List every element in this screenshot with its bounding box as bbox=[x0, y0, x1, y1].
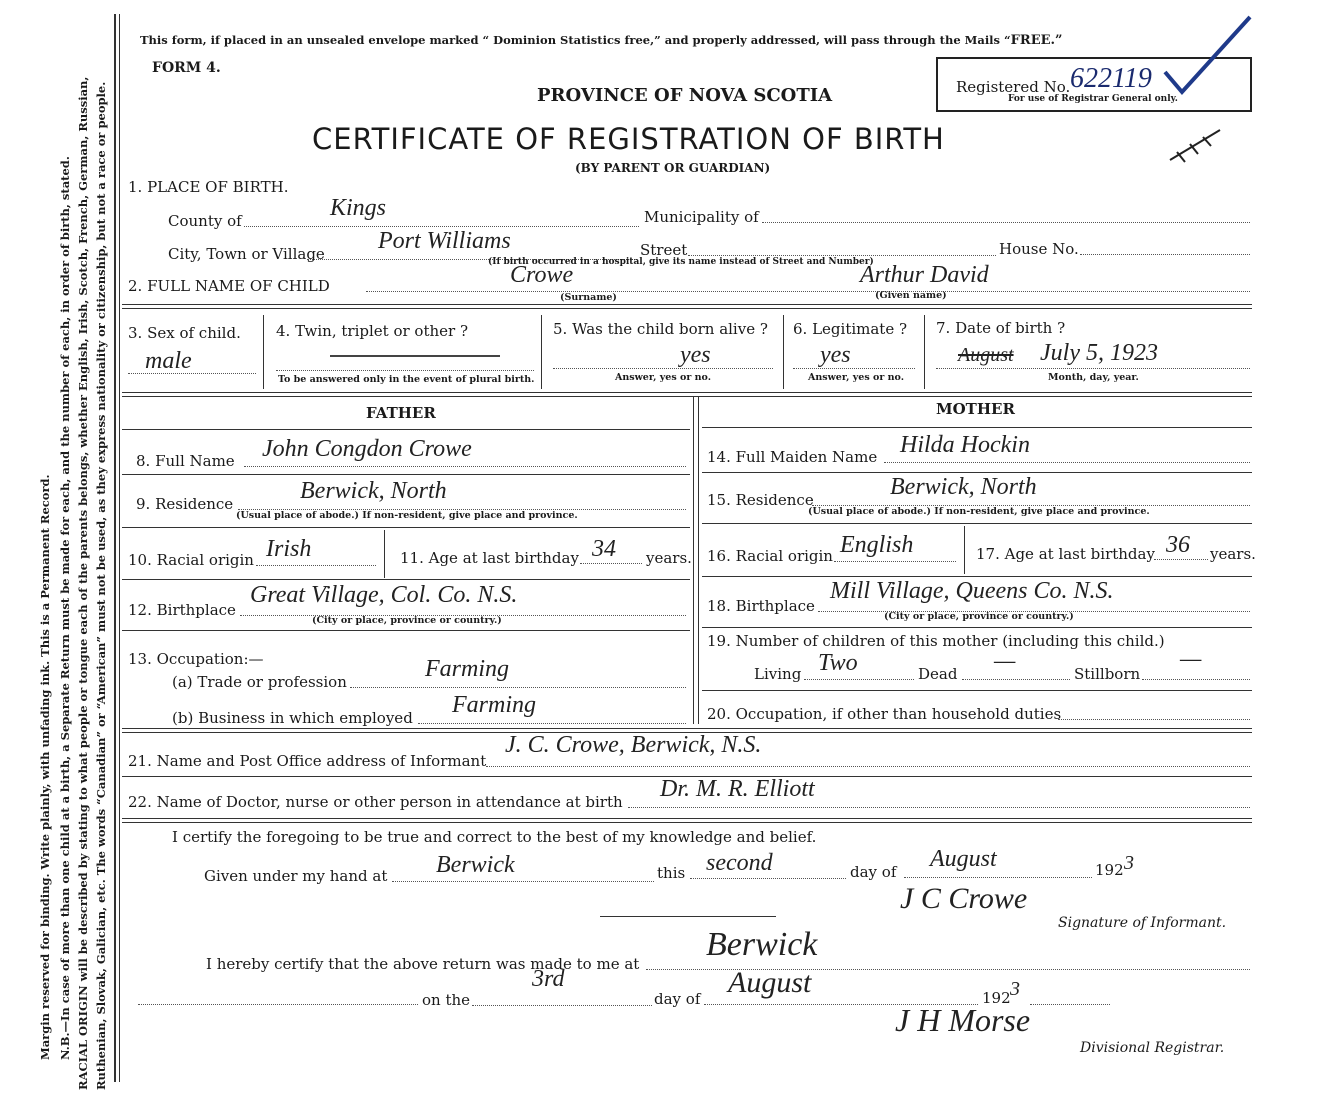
mother-racial-value: English bbox=[840, 532, 914, 558]
on-leadin-line bbox=[138, 1004, 418, 1005]
this-label: this bbox=[657, 864, 686, 882]
on-value: 3rd bbox=[532, 966, 565, 992]
father-residence-label: 9. Residence bbox=[136, 495, 234, 513]
mail-free: FREE.” bbox=[1010, 33, 1063, 48]
col-divider bbox=[541, 315, 542, 389]
dead-line bbox=[962, 679, 1070, 680]
father-residence-caption: (Usual place of abode.) If non-resident, give place and province. bbox=[236, 510, 578, 521]
dead-value: — bbox=[994, 648, 1016, 674]
father-birthplace-caption: (City or place, province or country.) bbox=[312, 615, 502, 626]
margin-note-racial-origin: RACIAL ORIGIN will be described by stating to what people or tongue each of the parents belongs, whether English, Irish, Scotch, French, German, Russian, bbox=[76, 76, 90, 1090]
divider bbox=[702, 427, 1252, 428]
place-heading: 1. PLACE OF BIRTH. bbox=[128, 178, 289, 196]
col-divider bbox=[384, 530, 385, 578]
mother-racial-label: 16. Racial origin bbox=[707, 547, 833, 565]
informant-value: J. C. Crowe, Berwick, N.S. bbox=[505, 732, 762, 758]
month2-value: August bbox=[728, 966, 812, 999]
signature-rule bbox=[600, 916, 776, 917]
legitimate-caption: Answer, yes or no. bbox=[808, 372, 905, 383]
divider bbox=[122, 304, 1252, 309]
on-line bbox=[472, 1005, 652, 1006]
legitimate-value: yes bbox=[820, 342, 851, 368]
year-prefix: 192 bbox=[1095, 861, 1124, 879]
mother-racial-line bbox=[834, 561, 956, 562]
mother-birthplace-value: Mill Village, Queens Co. N.S. bbox=[830, 578, 1114, 604]
col-divider bbox=[783, 315, 784, 389]
divider bbox=[122, 474, 690, 475]
dob-value: July 5, 1923 bbox=[1040, 340, 1158, 366]
hereby-place-value: Berwick bbox=[706, 926, 818, 963]
alive-caption: Answer, yes or no. bbox=[615, 372, 712, 383]
this-line bbox=[690, 878, 846, 879]
given-place-line bbox=[392, 881, 654, 882]
street-label: Street bbox=[640, 241, 688, 259]
mother-residence-caption: (Usual place of abode.) If non-resident, give place and province. bbox=[808, 506, 1150, 517]
given-label: Given under my hand at bbox=[204, 867, 388, 885]
twin-label: 4. Twin, triplet or other ? bbox=[276, 322, 468, 340]
given-name-value: Arthur David bbox=[860, 262, 989, 288]
father-occupation-label: 13. Occupation:— bbox=[128, 650, 264, 668]
form-number: FORM 4. bbox=[152, 60, 221, 76]
father-age-value: 34 bbox=[592, 536, 616, 562]
divider bbox=[702, 472, 1252, 473]
father-name-value: John Congdon Crowe bbox=[262, 436, 472, 462]
father-racial-line bbox=[256, 565, 376, 566]
divider bbox=[702, 523, 1252, 524]
year2-line bbox=[1030, 1004, 1110, 1005]
alive-label: 5. Was the child born alive ? bbox=[553, 320, 768, 338]
father-racial-label: 10. Racial origin bbox=[128, 551, 254, 569]
day-of-label: day of bbox=[850, 863, 897, 881]
stillborn-line bbox=[1142, 679, 1250, 680]
mail-note bbox=[140, 33, 1063, 48]
alive-value: yes bbox=[680, 342, 711, 368]
municipality-label: Municipality of bbox=[644, 208, 759, 226]
hospital-note: (If birth occurred in a hospital, give its name instead of Street and Number) bbox=[488, 257, 874, 267]
father-heading: FATHER bbox=[366, 404, 436, 422]
informant-line bbox=[486, 766, 1250, 767]
mother-name-value: Hilda Hockin bbox=[900, 432, 1030, 458]
informant-signature: J C Crowe bbox=[900, 882, 1028, 915]
mother-residence-label: 15. Residence bbox=[707, 491, 814, 509]
street-line bbox=[688, 255, 996, 256]
father-business-label: (b) Business in which employed bbox=[172, 709, 413, 727]
father-racial-value: Irish bbox=[266, 536, 312, 562]
margin-rule bbox=[114, 14, 116, 1082]
county-line bbox=[244, 226, 639, 227]
year2-suffix: 3 bbox=[1010, 978, 1020, 1000]
twin-line bbox=[276, 370, 534, 371]
registrar-note: For use of Registrar General only. bbox=[1008, 94, 1178, 104]
stillborn-label: Stillborn bbox=[1074, 665, 1141, 683]
city-label: City, Town or Village bbox=[168, 245, 325, 263]
legitimate-line bbox=[793, 368, 915, 369]
mother-name-label: 14. Full Maiden Name bbox=[707, 448, 878, 466]
father-age-label: 11. Age at last birthday bbox=[400, 549, 579, 567]
father-birthplace-value: Great Village, Col. Co. N.S. bbox=[250, 582, 518, 608]
informant-signature-caption: Signature of Informant. bbox=[1058, 915, 1227, 931]
living-value: Two bbox=[818, 650, 858, 676]
month-line bbox=[904, 877, 1092, 878]
mother-children-label: 19. Number of children of this mother (including this child.) bbox=[707, 632, 1165, 650]
mother-occupation-label: 20. Occupation, if other than household duties bbox=[707, 705, 1062, 723]
margin-note-multiple-births: N.B.—In case of more than one child at a birth, a Separate Return must be made for each, and the number of each, in order of birth, stated. bbox=[58, 156, 72, 1060]
sex-value: male bbox=[145, 348, 192, 374]
alive-line bbox=[553, 368, 773, 369]
mother-residence-value: Berwick, North bbox=[890, 474, 1037, 500]
father-residence-value: Berwick, North bbox=[300, 478, 447, 504]
house-label: House No. bbox=[999, 240, 1079, 258]
city-value: Port Williams bbox=[378, 228, 511, 254]
checkmark-icon bbox=[1160, 12, 1260, 107]
father-name-line bbox=[244, 466, 686, 467]
divider bbox=[122, 630, 690, 631]
col-divider bbox=[924, 315, 925, 389]
father-trade-label: (a) Trade or profession bbox=[172, 673, 347, 691]
col-divider bbox=[964, 526, 965, 574]
father-trade-value: Farming bbox=[425, 656, 509, 682]
certify-statement: I certify the foregoing to be true and correct to the best of my knowledge and belief. bbox=[172, 828, 817, 846]
doctor-line bbox=[628, 807, 1250, 808]
living-line bbox=[804, 679, 914, 680]
sex-label: 3. Sex of child. bbox=[128, 324, 241, 342]
mother-birthplace-caption: (City or place, province or country.) bbox=[884, 611, 1074, 622]
this-value: second bbox=[706, 850, 773, 876]
parent-divider bbox=[693, 396, 694, 724]
mail-note-text: This form, if placed in an unsealed envelope marked “ Dominion Statistics free,” and properly addressed, will pass through the Mails “ bbox=[140, 33, 1011, 47]
margin-note-racial-origin-2: Ruthenian, Slovak, Galician, etc. The words “Canadian” or “American” must not be used, as they express nationality or citizenship, but not a race or people. bbox=[94, 81, 108, 1090]
mother-birthplace-label: 18. Birthplace bbox=[707, 597, 815, 615]
month-value: August bbox=[930, 846, 997, 872]
day-of2-label: day of bbox=[654, 990, 701, 1008]
mother-age-line bbox=[1154, 559, 1208, 560]
legitimate-label: 6. Legitimate ? bbox=[793, 320, 908, 338]
registered-value: 622119 bbox=[1070, 63, 1152, 94]
dob-label: 7. Date of birth ? bbox=[936, 319, 1066, 337]
margin-rule-inner bbox=[119, 14, 120, 1082]
child-name-label: 2. FULL NAME OF CHILD bbox=[128, 277, 330, 295]
municipality-line bbox=[762, 222, 1250, 223]
living-label: Living bbox=[754, 665, 802, 683]
father-business-value: Farming bbox=[452, 692, 536, 718]
col-divider bbox=[263, 315, 264, 389]
county-value: Kings bbox=[330, 195, 387, 221]
mother-name-line bbox=[884, 462, 1250, 463]
mother-age-value: 36 bbox=[1166, 532, 1190, 558]
stillborn-value: — bbox=[1180, 646, 1202, 672]
surname-caption: (Surname) bbox=[560, 292, 617, 303]
dob-struck: August bbox=[958, 344, 1014, 366]
given-place-value: Berwick bbox=[436, 852, 515, 878]
divider bbox=[122, 429, 690, 430]
dob-line bbox=[936, 368, 1250, 369]
page-subtitle: (BY PARENT OR GUARDIAN) bbox=[575, 161, 771, 175]
informant-label: 21. Name and Post Office address of Informant bbox=[128, 752, 487, 770]
page-title: CERTIFICATE OF REGISTRATION OF BIRTH bbox=[312, 122, 945, 156]
doctor-label: 22. Name of Doctor, nurse or other person in attendance at birth bbox=[128, 793, 623, 811]
given-name-caption: (Given name) bbox=[875, 290, 947, 301]
child-name-line bbox=[366, 291, 1250, 292]
year-suffix: 3 bbox=[1124, 852, 1134, 874]
divider bbox=[122, 579, 690, 580]
divider bbox=[122, 392, 1252, 397]
county-label: County of bbox=[168, 212, 242, 230]
mother-age-label: 17. Age at last birthday bbox=[976, 545, 1155, 563]
father-age-line bbox=[580, 563, 642, 564]
year2-prefix: 192 bbox=[982, 989, 1011, 1007]
father-birthplace-label: 12. Birthplace bbox=[128, 601, 236, 619]
twin-note: To be answered only in the event of plural birth. bbox=[278, 374, 535, 385]
surname-value: Crowe bbox=[510, 262, 574, 288]
hereby-label: I hereby certify that the above return was made to me at bbox=[206, 955, 640, 973]
on-label: on the bbox=[422, 991, 471, 1009]
father-business-line bbox=[418, 723, 686, 724]
registrar-caption: Divisional Registrar. bbox=[1080, 1040, 1225, 1056]
parent-divider-2 bbox=[698, 396, 699, 724]
mother-heading: MOTHER bbox=[936, 400, 1015, 418]
dob-caption: Month, day, year. bbox=[1048, 372, 1139, 383]
divider bbox=[122, 527, 690, 528]
father-trade-line bbox=[350, 687, 686, 688]
mother-age-unit: years. bbox=[1210, 545, 1256, 563]
registered-label: Registered No. bbox=[956, 78, 1071, 96]
registrar-signature: J H Morse bbox=[895, 1002, 1031, 1038]
divider bbox=[122, 818, 1252, 823]
dead-label: Dead bbox=[918, 665, 958, 683]
divider bbox=[702, 627, 1252, 628]
divider bbox=[702, 576, 1252, 577]
father-name-label: 8. Full Name bbox=[136, 452, 235, 470]
twin-dash bbox=[330, 355, 500, 357]
province-heading: PROVINCE OF NOVA SCOTIA bbox=[537, 85, 833, 106]
father-age-unit: years. bbox=[646, 549, 692, 567]
mother-occupation-line bbox=[1058, 719, 1250, 720]
divider bbox=[702, 690, 1252, 691]
scribble-icon bbox=[1165, 122, 1230, 167]
margin-note-binding: Margin reserved for binding. Write plainly, with unfading ink. This is a Permanent Record. bbox=[38, 474, 52, 1060]
doctor-value: Dr. M. R. Elliott bbox=[660, 776, 815, 802]
house-line bbox=[1080, 254, 1250, 255]
